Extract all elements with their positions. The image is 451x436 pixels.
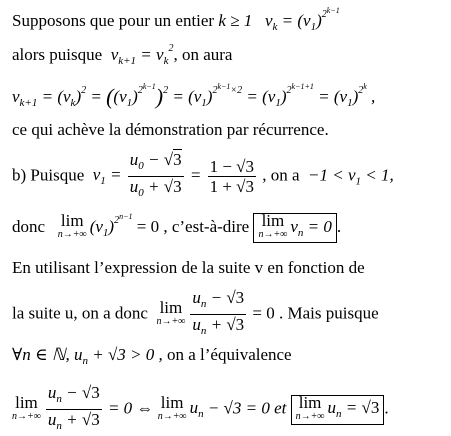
limit-4: lim n→+∞ bbox=[157, 392, 187, 422]
text: , on aura bbox=[173, 45, 233, 64]
line-9: ∀n ∈ ℕ, $u_n + √3 > 0$ , on a l’équivalence bbox=[12, 345, 292, 367]
math-condition: k ≥ 1 bbox=[218, 11, 253, 30]
text: on a l’équivalence bbox=[162, 345, 292, 364]
fraction-2: $\frac{1 - √3}{1 + √3}$ bbox=[209, 157, 254, 196]
text: . bbox=[384, 398, 389, 418]
math-eq: − √3 = 0 et bbox=[207, 398, 287, 418]
line-8 bbox=[12, 288, 379, 341]
math-positive: + √3 > 0 , bbox=[87, 345, 163, 364]
math-vk: $v_k = (v_1)^{2^{k-1}}$ bbox=[264, 6, 340, 33]
line-10: lim n→+∞ $\frac{u_n - √3}{u_n + √3}$ = 0 ⇔ lim n→+∞ $u_n - √3 = 0$ et lim n→+∞ $u_n = √3$ . bbox=[12, 383, 389, 436]
text: b) Puisque bbox=[12, 165, 85, 185]
line-5: b) Puisque $v_1$ = $\frac{u_0 - √3}{u_0 + √3}$ = $\frac{1 - √3}{1 + √3}$ , on $a -1 < v_1 < 1$, bbox=[12, 150, 394, 203]
math-chain: $v_{k+1} = (v_k)^2 = ((v_1)^{2^{k-1}})^2 = (v_1)^{2^{k-1}\times 2} = (v_1)^{2^{k-1+1}} = (v_1)^{2^k}$ , bbox=[12, 82, 376, 109]
fraction-4: $\frac{u_n - √3}{u_n + √3}$ bbox=[47, 383, 100, 432]
math-ineq: −1 < v bbox=[308, 165, 356, 185]
line-4 bbox=[12, 120, 329, 140]
line-2 bbox=[12, 43, 232, 67]
fraction-3: $\frac{u_n - √3}{u_n + √3}$ bbox=[192, 288, 245, 337]
math-recurrence: $v_{k+1} = v_k^2$ bbox=[110, 43, 174, 67]
boxed-result-1: lim n→+∞ $v_n = 0$ bbox=[253, 213, 336, 243]
math-forall: ∀n ∈ ℕ, u bbox=[12, 345, 83, 364]
boxed-result-2: lim n→+∞ $u_n = √3$ bbox=[291, 395, 385, 425]
text: alors puisque bbox=[12, 45, 103, 64]
text: En utilisant l’expression de la suite v en fonction de bbox=[12, 258, 365, 277]
text: ce qui achève la démonstration par récurrence. bbox=[12, 120, 329, 139]
limit-3: lim n→+∞ bbox=[12, 392, 41, 422]
line-3 bbox=[12, 82, 375, 110]
text: = 0 , c’est-à-dire bbox=[136, 217, 250, 236]
text: Supposons que pour un entier bbox=[12, 11, 215, 30]
line-6: donc lim n→+∞ $(v_1)^{2^{n-1}} = 0$ , c’est-à-dire lim n→+∞ $v_n = 0$ . bbox=[12, 212, 341, 243]
line-1 bbox=[12, 6, 340, 33]
math-v1: $v_1$ = bbox=[92, 165, 122, 188]
limit-2: lim n→+∞ bbox=[156, 297, 186, 327]
text: la suite u, on a donc bbox=[12, 303, 148, 323]
text: , on a bbox=[262, 165, 300, 185]
math-ineq-end: < 1, bbox=[361, 165, 394, 185]
text: = 0 . Mais puisque bbox=[252, 303, 379, 323]
limit-1: lim n→+∞ bbox=[57, 211, 87, 241]
math-equiv: = 0 ⇔ bbox=[107, 398, 154, 418]
line-7 bbox=[12, 258, 365, 278]
fraction-1: $\frac{u_0 - √3}{u_0 + √3}$ bbox=[129, 150, 182, 199]
text: donc bbox=[12, 217, 46, 236]
